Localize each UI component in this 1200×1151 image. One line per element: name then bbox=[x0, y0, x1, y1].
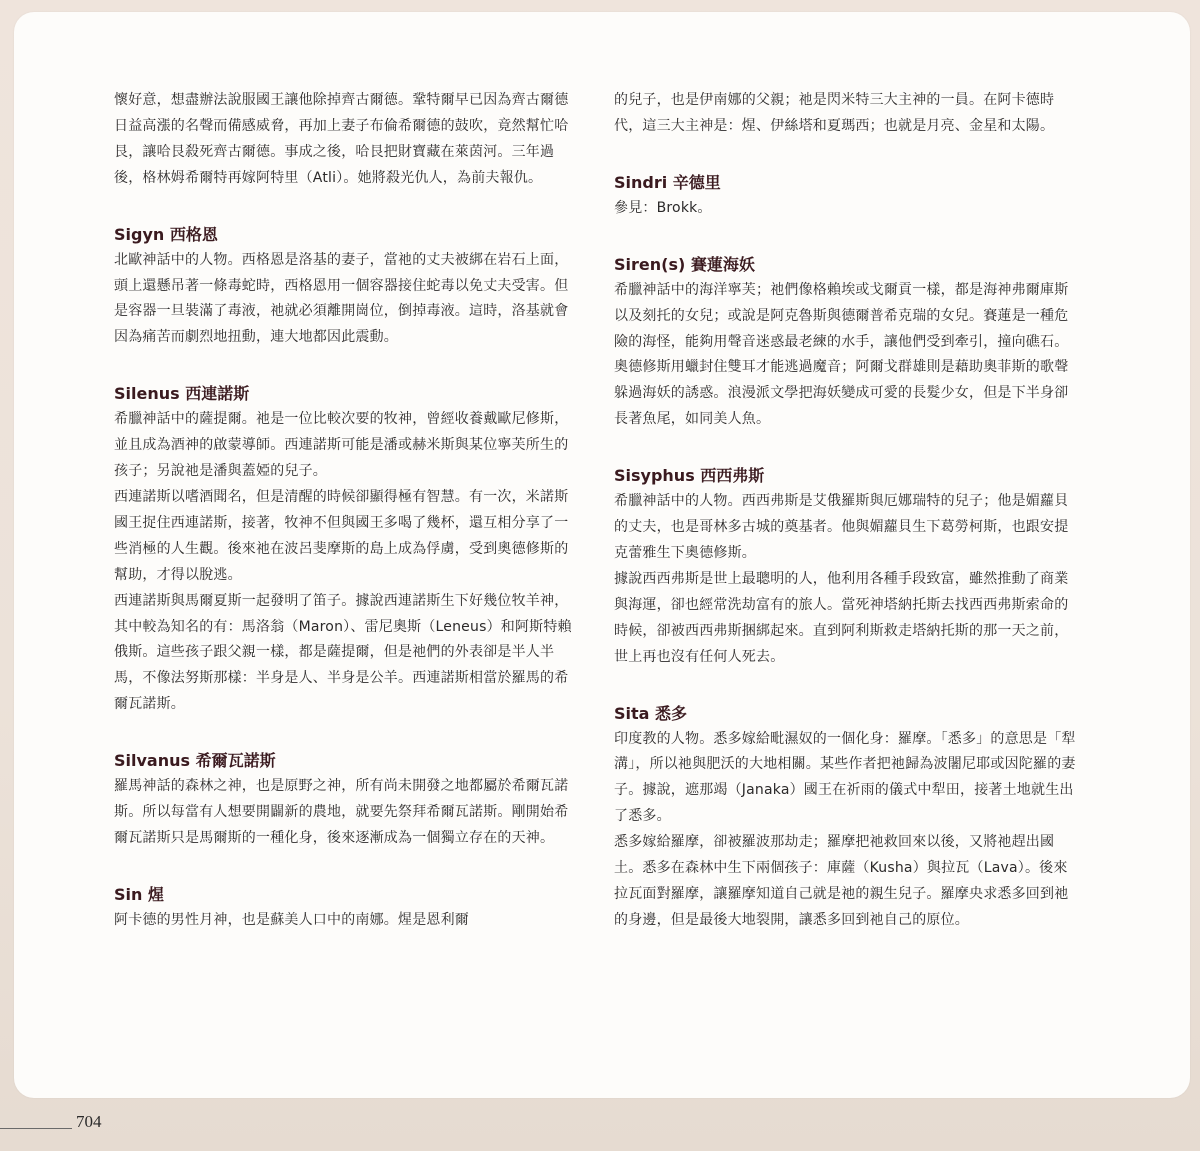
entry-paragraph: 阿卡德的男性月神，也是蘇美人口中的南娜。煋是恩利爾 bbox=[114, 911, 469, 928]
entry-paragraph: 西連諾斯以嗜酒聞名，但是清醒的時候卻顯得極有智慧。有一次，米諾斯國王捉住西連諾斯，接著，牧神不但與國王多喝了幾杯，還互相分享了一些消極的人生觀。後來祂在波呂斐摩斯的島上成為俘虜，受到奧德修斯的幫助，才得以脫逃。 bbox=[114, 488, 569, 583]
entry-heading: Sigyn 西格恩 bbox=[114, 224, 218, 244]
entry-paragraph: 希臘神話中的海洋寧芙；祂們像格賴埃或戈爾貢一樣，都是海神弗爾庫斯以及刻托的女兒；或說是阿克魯斯與德爾普希克瑞的女兒。賽蓮是一種危險的海怪，能夠用聲音迷惑最老練的水手，讓他們受到牽引，撞向礁石。 bbox=[614, 281, 1069, 350]
entry-paragraph: 羅馬神話的森林之神，也是原野之神，所有尚未開發之地都屬於希爾瓦諾斯。所以每當有人想要開闢新的農地，就要先祭拜希爾瓦諾斯。剛開始希爾瓦諾斯只是馬爾斯的一種化身，後來逐漸成為一個獨立存在的天神。 bbox=[114, 778, 569, 846]
entry-paragraph: 參見：Brokk。 bbox=[614, 199, 712, 216]
entry-paragraph: 懷好意，想盡辦法說服國王讓他除掉齊古爾德。鞏特爾早已因為齊古爾德日益高漲的名聲而備感威脅，再加上妻子布倫希爾德的鼓吹，竟然幫忙哈艮，讓哈艮殺死齊古爾德。事成之後，哈艮把財寶藏在萊茵河。三年過後，格林姆希爾特再嫁阿特里（Atli）。她將殺光仇人，為前夫報仇。 bbox=[114, 92, 569, 186]
entry-paragraph: 希臘神話中的人物。西西弗斯是艾俄羅斯與厄娜瑞特的兒子；他是媚蘿貝的丈夫，也是哥林多古城的奠基者。他與媚蘿貝生下葛勞柯斯，也跟安提克蕾雅生下奧德修斯。 bbox=[614, 493, 1069, 561]
entry-heading: Siren(s) 賽蓮海妖 bbox=[614, 254, 755, 274]
entry-heading: Silenus 西連諾斯 bbox=[114, 384, 250, 404]
entry-paragraph: 據說西西弗斯是世上最聰明的人，他利用各種手段致富，雖然推動了商業與海運，卻也經常洗劫富有的旅人。當死神塔納托斯去找西西弗斯索命的時候，卻被西西弗斯捆綁起來。直到阿利斯救走塔納托斯的那一天之前，世上再也沒有任何人死去。 bbox=[614, 570, 1069, 665]
entry-heading: Sisyphus 西西弗斯 bbox=[614, 466, 765, 486]
page-number: 704 bbox=[76, 1112, 102, 1131]
left-column bbox=[114, 88, 576, 966]
entry-sindri bbox=[614, 172, 1076, 222]
entry-paragraph: 印度教的人物。悉多嫁給毗濕奴的一個化身：羅摩。「悉多」的意思是「犁溝」，所以祂與肥沃的大地相關。某些作者把祂歸為波闍尼耶或因陀羅的妻子。據說，遮那竭（Janaka）國王在祈雨的儀式中犁田，接著土地就生出了悉多。 bbox=[614, 730, 1076, 825]
entry-heading: Sindri 辛德里 bbox=[614, 172, 721, 192]
entry-heading: Silvanus 希爾瓦諾斯 bbox=[114, 751, 276, 771]
entry-sita bbox=[614, 703, 1076, 934]
entry-paragraph: 西連諾斯與馬爾夏斯一起發明了笛子。據說西連諾斯生下好幾位牧羊神，其中較為知名的有：馬洛翁（Maron）、雷尼奧斯（Leneus）和阿斯特賴俄斯。這些孩子跟父親一樣，都是薩提爾，但是祂們的外表卻是半人半馬，不像法努斯那樣：半身是人、半身是公羊。西連諾斯相當於羅馬的希爾瓦諾斯。 bbox=[114, 592, 572, 713]
entry-sin-continuation bbox=[614, 88, 1076, 140]
entry-paragraph: 希臘神話中的薩提爾。祂是一位比較次要的牧神，曾經收養戴歐尼修斯，並且成為酒神的啟蒙導師。西連諾斯可能是潘或赫米斯與某位寧芙所生的孩子；另說祂是潘與蓋婭的兒子。 bbox=[114, 411, 569, 480]
entry-paragraph: 奧德修斯用蠟封住雙耳才能逃過魔音；阿爾戈群雄則是藉助奧菲斯的歌聲躲過海妖的誘惑。浪漫派文學把海妖變成可愛的長髮少女，但是下半身卻長著魚尾，如同美人魚。 bbox=[614, 359, 1069, 428]
right-column bbox=[614, 88, 1076, 966]
entry-sisyphus bbox=[614, 465, 1076, 670]
entry-sigyn bbox=[114, 224, 576, 352]
entry-sirens bbox=[614, 254, 1076, 433]
entry-sin bbox=[114, 884, 576, 934]
entry-paragraph: 北歐神話中的人物。西格恩是洛基的妻子，當祂的丈夫被綁在岩石上面，頭上還懸吊著一條毒蛇時，西格恩用一個容器接住蛇毒以免丈夫受害。但是容器一旦裝滿了毒液，祂就必須離開崗位，倒掉毒液。這時，洛基就會因為痛苦而劇烈地扭動，連大地都因此震動。 bbox=[114, 251, 569, 346]
entry-heading: Sita 悉多 bbox=[614, 703, 688, 723]
page-number-rule bbox=[0, 1128, 72, 1129]
entry-silenus bbox=[114, 383, 576, 718]
entry-heading: Sin 煋 bbox=[114, 884, 164, 904]
entry-silvanus bbox=[114, 750, 576, 852]
entry-continuation bbox=[114, 88, 576, 192]
entry-paragraph: 悉多嫁給羅摩，卻被羅波那劫走；羅摩把祂救回來以後，又將祂趕出國土。悉多在森林中生下兩個孩子：庫薩（Kusha）與拉瓦（Lava）。後來拉瓦面對羅摩，讓羅摩知道自己就是祂的親生兒子。羅摩央求悉多回到祂的身邊，但是最後大地裂開，讓悉多回到祂自己的原位。 bbox=[614, 834, 1069, 928]
entry-paragraph: 的兒子，也是伊南娜的父親；祂是閃米特三大主神的一員。在阿卡德時代，這三大主神是：煋、伊絲塔和夏瑪西；也就是月亮、金星和太陽。 bbox=[614, 92, 1055, 134]
